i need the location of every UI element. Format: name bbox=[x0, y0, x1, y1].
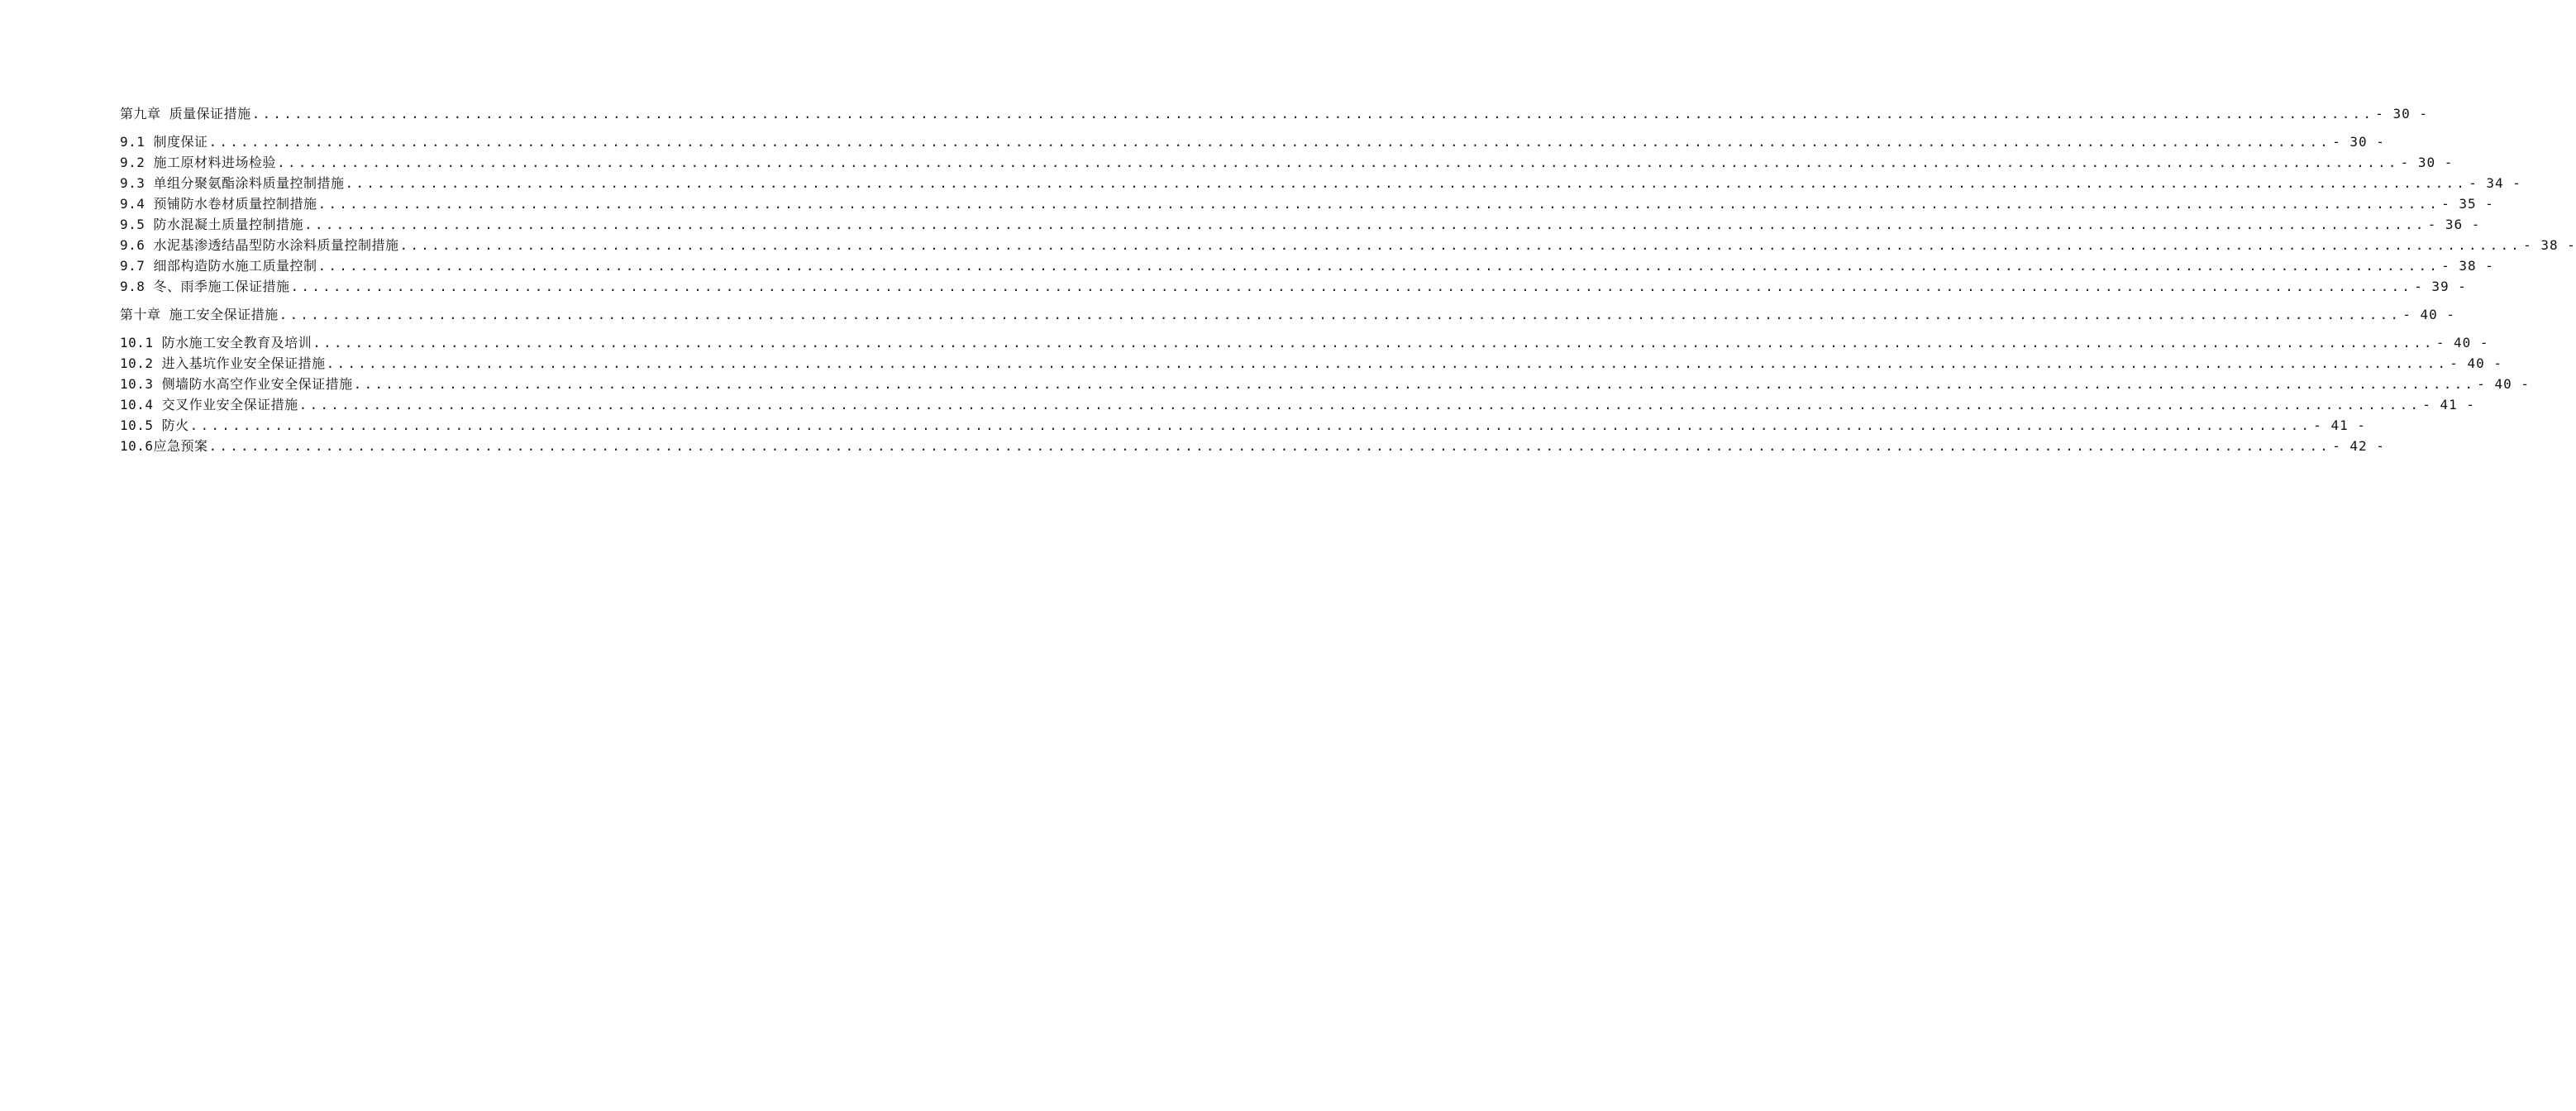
toc-dot-leader: ........................................................................................................................................................................................................ bbox=[345, 175, 2468, 191]
toc-entry-page: - 42 - bbox=[2332, 438, 2385, 454]
toc-entry[interactable] bbox=[120, 394, 2476, 415]
toc-entry[interactable] bbox=[120, 214, 2481, 235]
toc-dot-leader: ........................................................................................................................................................................................................ bbox=[399, 237, 2522, 253]
toc-dot-leader: ........................................................................................................................................................................................................ bbox=[312, 335, 2435, 350]
toc-dot-leader: ........................................................................................................................................................................................................ bbox=[251, 106, 2374, 122]
toc-dot-leader: ........................................................................................................................................................................................................ bbox=[326, 355, 2449, 371]
toc-entry-title: 10.1 防水施工安全教育及培训 bbox=[120, 335, 312, 350]
toc-entry[interactable] bbox=[120, 193, 2494, 214]
toc-dot-leader: ........................................................................................................................................................................................................ bbox=[317, 258, 2440, 274]
toc-entry[interactable] bbox=[120, 436, 2385, 456]
toc-entry-title: 10.4 交叉作业安全保证措施 bbox=[120, 397, 298, 412]
toc-entry-page: - 34 - bbox=[2469, 175, 2521, 191]
toc-entry[interactable] bbox=[120, 374, 2531, 394]
toc-entry-page: - 41 - bbox=[2422, 397, 2476, 412]
toc-dot-leader: ........................................................................................................................................................................................................ bbox=[298, 397, 2421, 412]
toc-entry-page: - 35 - bbox=[2441, 196, 2494, 212]
toc-entry-chapter-10[interactable] bbox=[120, 304, 2455, 325]
toc-entry-title: 10.5 防火 bbox=[120, 417, 189, 433]
toc-entry-page: - 40 - bbox=[2477, 376, 2531, 392]
toc-dot-leader: ........................................................................................................................................................................................................ bbox=[189, 417, 2312, 433]
toc-entry-page: - 40 - bbox=[2435, 335, 2489, 350]
toc-entry-page: - 40 - bbox=[2450, 355, 2503, 371]
toc-dot-leader: ........................................................................................................................................................................................................ bbox=[208, 134, 2331, 150]
toc-entry-page: - 30 - bbox=[2375, 106, 2428, 122]
toc-entry-title: 9.1 制度保证 bbox=[120, 134, 208, 150]
toc-entry[interactable] bbox=[120, 255, 2494, 276]
toc-dot-leader: ........................................................................................................................................................................................................ bbox=[290, 279, 2413, 294]
toc-entry[interactable] bbox=[120, 353, 2503, 374]
toc-entry-title: 9.7 细部构造防水施工质量控制 bbox=[120, 258, 317, 274]
toc-dot-leader: ........................................................................................................................................................................................................ bbox=[279, 307, 2402, 322]
toc-entry-title: 第十章 施工安全保证措施 bbox=[120, 307, 279, 322]
toc-entry-page: - 39 - bbox=[2414, 279, 2467, 294]
toc-entry[interactable] bbox=[120, 235, 2576, 255]
toc-entry-page: - 38 - bbox=[2523, 237, 2576, 253]
toc-entry-title: 10.3 侧墙防水高空作业安全保证措施 bbox=[120, 376, 353, 392]
toc-dot-leader: ........................................................................................................................................................................................................ bbox=[317, 196, 2440, 212]
toc-entry-title: 9.6 水泥基渗透结晶型防水涂料质量控制措施 bbox=[120, 237, 399, 253]
toc-entry[interactable] bbox=[120, 276, 2467, 297]
toc-entry[interactable] bbox=[120, 332, 2489, 353]
toc-entry[interactable] bbox=[120, 152, 2454, 173]
toc-dot-leader: ........................................................................................................................................................................................................ bbox=[353, 376, 2476, 392]
toc-dot-leader: ........................................................................................................................................................................................................ bbox=[304, 217, 2426, 232]
toc-entry-title: 9.5 防水混凝土质量控制措施 bbox=[120, 217, 304, 232]
toc-dot-leader: ........................................................................................................................................................................................................ bbox=[208, 438, 2331, 454]
toc-entry-title: 10.2 进入基坑作业安全保证措施 bbox=[120, 355, 326, 371]
toc-entry-page: - 36 - bbox=[2427, 217, 2481, 232]
toc-entry[interactable] bbox=[120, 415, 2367, 436]
toc-entry[interactable] bbox=[120, 173, 2521, 193]
toc-entry-page: - 30 - bbox=[2332, 134, 2385, 150]
toc-entry-title: 9.3 单组分聚氨酯涂料质量控制措施 bbox=[120, 175, 345, 191]
toc-entry-title: 10.6应急预案 bbox=[120, 438, 208, 454]
toc-entry-title: 第九章 质量保证措施 bbox=[120, 106, 251, 122]
toc-entry[interactable] bbox=[120, 131, 2385, 152]
toc-entry-title: 9.2 施工原材料进场检验 bbox=[120, 155, 277, 170]
toc-entry-page: - 38 - bbox=[2441, 258, 2494, 274]
table-of-contents bbox=[120, 103, 2576, 456]
toc-entry-page: - 30 - bbox=[2400, 155, 2454, 170]
toc-entry-title: 9.8 冬、雨季施工保证措施 bbox=[120, 279, 290, 294]
toc-entry-page: - 40 - bbox=[2402, 307, 2455, 322]
toc-entry-title: 9.4 预铺防水卷材质量控制措施 bbox=[120, 196, 317, 212]
toc-entry-chapter-9[interactable] bbox=[120, 103, 2428, 124]
toc-dot-leader: ........................................................................................................................................................................................................ bbox=[277, 155, 2399, 170]
toc-entry-page: - 41 - bbox=[2313, 417, 2367, 433]
